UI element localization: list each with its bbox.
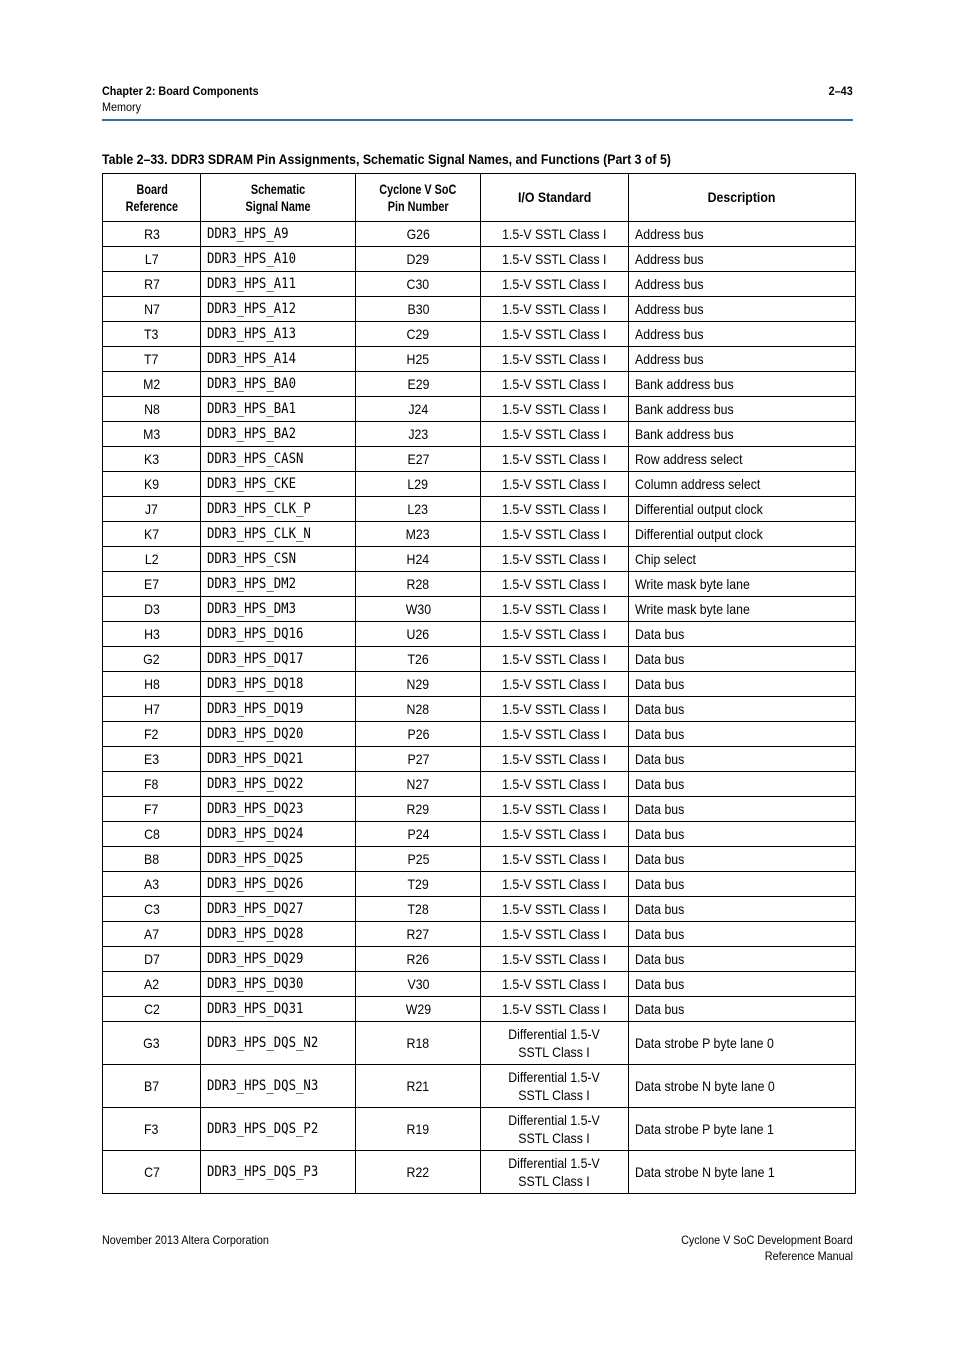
description-cell: Bank address bus bbox=[629, 372, 856, 397]
signal-name-cell: DDR3_HPS_CASN bbox=[201, 447, 356, 472]
table-row bbox=[103, 697, 856, 722]
io-standard-cell: 1.5-V SSTL Class I bbox=[481, 947, 629, 972]
io-standard-cell: 1.5-V SSTL Class I bbox=[481, 347, 629, 372]
table-row bbox=[103, 622, 856, 647]
pin-number-cell: R22 bbox=[356, 1151, 481, 1194]
pin-number-cell: J24 bbox=[356, 397, 481, 422]
board-reference-cell: D3 bbox=[103, 597, 201, 622]
signal-name-cell: DDR3_HPS_A10 bbox=[201, 247, 356, 272]
board-reference-cell: E3 bbox=[103, 747, 201, 772]
io-standard-cell: 1.5-V SSTL Class I bbox=[481, 547, 629, 572]
description-cell: Bank address bus bbox=[629, 397, 856, 422]
board-reference-cell: K3 bbox=[103, 447, 201, 472]
description-cell: Data bus bbox=[629, 947, 856, 972]
io-standard-cell: 1.5-V SSTL Class I bbox=[481, 472, 629, 497]
pin-number-cell: E27 bbox=[356, 447, 481, 472]
board-reference-cell: R3 bbox=[103, 222, 201, 247]
description-cell: Data bus bbox=[629, 922, 856, 947]
table-row bbox=[103, 947, 856, 972]
pin-assignment-table bbox=[102, 173, 856, 1194]
description-cell: Differential output clock bbox=[629, 497, 856, 522]
description-cell: Data bus bbox=[629, 972, 856, 997]
footer-doc-title: Cyclone V SoC Development Board bbox=[681, 1233, 853, 1247]
board-reference-cell: C3 bbox=[103, 897, 201, 922]
io-standard-cell: Differential 1.5-V SSTL Class I bbox=[481, 1151, 629, 1194]
pin-number-cell: D29 bbox=[356, 247, 481, 272]
table-row bbox=[103, 647, 856, 672]
pin-number-cell: R26 bbox=[356, 947, 481, 972]
board-reference-cell: R7 bbox=[103, 272, 201, 297]
page-number: 2–43 bbox=[828, 84, 853, 98]
io-standard-cell: 1.5-V SSTL Class I bbox=[481, 647, 629, 672]
table-row bbox=[103, 572, 856, 597]
board-reference-cell: F2 bbox=[103, 722, 201, 747]
signal-name-cell: DDR3_HPS_CLK_P bbox=[201, 497, 356, 522]
board-reference-cell: H3 bbox=[103, 622, 201, 647]
table-row bbox=[103, 1151, 856, 1194]
board-reference-cell: L7 bbox=[103, 247, 201, 272]
table-row bbox=[103, 747, 856, 772]
signal-name-cell: DDR3_HPS_BA1 bbox=[201, 397, 356, 422]
pin-number-cell: P25 bbox=[356, 847, 481, 872]
signal-name-cell: DDR3_HPS_CSN bbox=[201, 547, 356, 572]
io-standard-cell: Differential 1.5-V SSTL Class I bbox=[481, 1065, 629, 1108]
signal-name-cell: DDR3_HPS_DQ21 bbox=[201, 747, 356, 772]
pin-number-cell: R18 bbox=[356, 1022, 481, 1065]
pin-number-cell: P26 bbox=[356, 722, 481, 747]
signal-name-cell: DDR3_HPS_A12 bbox=[201, 297, 356, 322]
pin-number-cell: L29 bbox=[356, 472, 481, 497]
signal-name-cell: DDR3_HPS_DQ26 bbox=[201, 872, 356, 897]
io-standard-cell: 1.5-V SSTL Class I bbox=[481, 747, 629, 772]
table-row bbox=[103, 1065, 856, 1108]
table-row bbox=[103, 447, 856, 472]
description-cell: Data bus bbox=[629, 897, 856, 922]
description-cell: Data strobe P byte lane 0 bbox=[629, 1022, 856, 1065]
description-cell: Data bus bbox=[629, 747, 856, 772]
signal-name-cell: DDR3_HPS_BA2 bbox=[201, 422, 356, 447]
board-reference-cell: H7 bbox=[103, 697, 201, 722]
board-reference-cell: F7 bbox=[103, 797, 201, 822]
signal-name-cell: DDR3_HPS_A13 bbox=[201, 322, 356, 347]
io-standard-cell: 1.5-V SSTL Class I bbox=[481, 672, 629, 697]
io-standard-cell: 1.5-V SSTL Class I bbox=[481, 872, 629, 897]
table-caption: Table 2–33. DDR3 SDRAM Pin Assignments, Schematic Signal Names, and Functions (Part 3 of 5) bbox=[102, 151, 671, 167]
board-reference-cell: K7 bbox=[103, 522, 201, 547]
signal-name-cell: DDR3_HPS_DQS_N3 bbox=[201, 1065, 356, 1108]
table-row bbox=[103, 997, 856, 1022]
table-row bbox=[103, 372, 856, 397]
board-reference-cell: D7 bbox=[103, 947, 201, 972]
table-row bbox=[103, 722, 856, 747]
signal-name-cell: DDR3_HPS_A9 bbox=[201, 222, 356, 247]
board-reference-cell: N7 bbox=[103, 297, 201, 322]
io-standard-cell: 1.5-V SSTL Class I bbox=[481, 572, 629, 597]
pin-number-cell: N29 bbox=[356, 672, 481, 697]
pin-number-cell: T29 bbox=[356, 872, 481, 897]
pin-number-cell: L23 bbox=[356, 497, 481, 522]
table-row bbox=[103, 822, 856, 847]
description-cell: Address bus bbox=[629, 297, 856, 322]
table-row bbox=[103, 1022, 856, 1065]
signal-name-cell: DDR3_HPS_DQ27 bbox=[201, 897, 356, 922]
board-reference-cell: H8 bbox=[103, 672, 201, 697]
description-cell: Data bus bbox=[629, 822, 856, 847]
description-cell: Data strobe P byte lane 1 bbox=[629, 1108, 856, 1151]
pin-number-cell: P24 bbox=[356, 822, 481, 847]
footer-date-company: November 2013 Altera Corporation bbox=[102, 1233, 269, 1247]
pin-number-cell: W29 bbox=[356, 997, 481, 1022]
pin-number-cell: U26 bbox=[356, 622, 481, 647]
table-row bbox=[103, 472, 856, 497]
footer-doc-subtitle: Reference Manual bbox=[764, 1249, 853, 1263]
table-row bbox=[103, 597, 856, 622]
pin-number-cell: R19 bbox=[356, 1108, 481, 1151]
table-row bbox=[103, 1108, 856, 1151]
io-standard-cell: 1.5-V SSTL Class I bbox=[481, 972, 629, 997]
board-reference-cell: A2 bbox=[103, 972, 201, 997]
io-standard-cell: 1.5-V SSTL Class I bbox=[481, 597, 629, 622]
table-header-row bbox=[103, 174, 856, 222]
description-cell: Data strobe N byte lane 1 bbox=[629, 1151, 856, 1194]
description-cell: Data bus bbox=[629, 797, 856, 822]
description-cell: Data bus bbox=[629, 622, 856, 647]
description-cell: Address bus bbox=[629, 247, 856, 272]
board-reference-cell: T3 bbox=[103, 322, 201, 347]
io-standard-cell: 1.5-V SSTL Class I bbox=[481, 922, 629, 947]
table-row bbox=[103, 222, 856, 247]
signal-name-cell: DDR3_HPS_DQ16 bbox=[201, 622, 356, 647]
board-reference-cell: C8 bbox=[103, 822, 201, 847]
board-reference-cell: B7 bbox=[103, 1065, 201, 1108]
io-standard-cell: 1.5-V SSTL Class I bbox=[481, 422, 629, 447]
description-cell: Address bus bbox=[629, 322, 856, 347]
io-standard-cell: 1.5-V SSTL Class I bbox=[481, 522, 629, 547]
header-rule bbox=[102, 119, 853, 121]
signal-name-cell: DDR3_HPS_DQS_N2 bbox=[201, 1022, 356, 1065]
chapter-title: Chapter 2: Board Components bbox=[102, 84, 259, 98]
pin-number-cell: T28 bbox=[356, 897, 481, 922]
io-standard-cell: 1.5-V SSTL Class I bbox=[481, 772, 629, 797]
description-cell: Data bus bbox=[629, 647, 856, 672]
signal-name-cell: DDR3_HPS_DQ31 bbox=[201, 997, 356, 1022]
signal-name-cell: DDR3_HPS_DM2 bbox=[201, 572, 356, 597]
pin-number-cell: T26 bbox=[356, 647, 481, 672]
signal-name-cell: DDR3_HPS_DQ28 bbox=[201, 922, 356, 947]
table-body bbox=[103, 222, 856, 1194]
table-row bbox=[103, 772, 856, 797]
pin-number-cell: C30 bbox=[356, 272, 481, 297]
description-cell: Data strobe N byte lane 0 bbox=[629, 1065, 856, 1108]
io-standard-cell: Differential 1.5-V SSTL Class I bbox=[481, 1022, 629, 1065]
description-cell: Differential output clock bbox=[629, 522, 856, 547]
pin-number-cell: R21 bbox=[356, 1065, 481, 1108]
io-standard-cell: 1.5-V SSTL Class I bbox=[481, 897, 629, 922]
description-cell: Data bus bbox=[629, 672, 856, 697]
pin-number-cell: H24 bbox=[356, 547, 481, 572]
board-reference-cell: E7 bbox=[103, 572, 201, 597]
board-reference-cell: B8 bbox=[103, 847, 201, 872]
column-header-description: Description bbox=[629, 174, 856, 222]
pin-number-cell: N28 bbox=[356, 697, 481, 722]
io-standard-cell: 1.5-V SSTL Class I bbox=[481, 272, 629, 297]
description-cell: Write mask byte lane bbox=[629, 597, 856, 622]
table-row bbox=[103, 922, 856, 947]
signal-name-cell: DDR3_HPS_DQ24 bbox=[201, 822, 356, 847]
io-standard-cell: 1.5-V SSTL Class I bbox=[481, 997, 629, 1022]
table-row bbox=[103, 547, 856, 572]
signal-name-cell: DDR3_HPS_DQ22 bbox=[201, 772, 356, 797]
pin-number-cell: G26 bbox=[356, 222, 481, 247]
board-reference-cell: C2 bbox=[103, 997, 201, 1022]
io-standard-cell: 1.5-V SSTL Class I bbox=[481, 447, 629, 472]
board-reference-cell: F8 bbox=[103, 772, 201, 797]
description-cell: Row address select bbox=[629, 447, 856, 472]
io-standard-cell: 1.5-V SSTL Class I bbox=[481, 222, 629, 247]
signal-name-cell: DDR3_HPS_DQ20 bbox=[201, 722, 356, 747]
io-standard-cell: 1.5-V SSTL Class I bbox=[481, 397, 629, 422]
board-reference-cell: F3 bbox=[103, 1108, 201, 1151]
pin-number-cell: P27 bbox=[356, 747, 481, 772]
board-reference-cell: G3 bbox=[103, 1022, 201, 1065]
board-reference-cell: C7 bbox=[103, 1151, 201, 1194]
column-header-pin-number: Cyclone V SoC Pin Number bbox=[356, 174, 481, 222]
pin-number-cell: V30 bbox=[356, 972, 481, 997]
board-reference-cell: A7 bbox=[103, 922, 201, 947]
signal-name-cell: DDR3_HPS_CLK_N bbox=[201, 522, 356, 547]
column-header-board-reference: Board Reference bbox=[103, 174, 201, 222]
table-row bbox=[103, 297, 856, 322]
io-standard-cell: 1.5-V SSTL Class I bbox=[481, 372, 629, 397]
table-row bbox=[103, 872, 856, 897]
signal-name-cell: DDR3_HPS_DQ25 bbox=[201, 847, 356, 872]
io-standard-cell: 1.5-V SSTL Class I bbox=[481, 497, 629, 522]
table-row bbox=[103, 497, 856, 522]
table-row bbox=[103, 672, 856, 697]
description-cell: Data bus bbox=[629, 697, 856, 722]
description-cell: Address bus bbox=[629, 222, 856, 247]
pin-number-cell: R28 bbox=[356, 572, 481, 597]
description-cell: Data bus bbox=[629, 872, 856, 897]
description-cell: Address bus bbox=[629, 272, 856, 297]
pin-number-cell: C29 bbox=[356, 322, 481, 347]
board-reference-cell: G2 bbox=[103, 647, 201, 672]
board-reference-cell: M3 bbox=[103, 422, 201, 447]
signal-name-cell: DDR3_HPS_DQ23 bbox=[201, 797, 356, 822]
io-standard-cell: 1.5-V SSTL Class I bbox=[481, 722, 629, 747]
pin-number-cell: R29 bbox=[356, 797, 481, 822]
table-row bbox=[103, 347, 856, 372]
table-row bbox=[103, 247, 856, 272]
column-header-io-standard: I/O Standard bbox=[481, 174, 629, 222]
pin-number-cell: R27 bbox=[356, 922, 481, 947]
io-standard-cell: 1.5-V SSTL Class I bbox=[481, 247, 629, 272]
table-row bbox=[103, 322, 856, 347]
pin-number-cell: H25 bbox=[356, 347, 481, 372]
description-cell: Bank address bus bbox=[629, 422, 856, 447]
io-standard-cell: 1.5-V SSTL Class I bbox=[481, 697, 629, 722]
board-reference-cell: M2 bbox=[103, 372, 201, 397]
signal-name-cell: DDR3_HPS_DQ18 bbox=[201, 672, 356, 697]
description-cell: Column address select bbox=[629, 472, 856, 497]
pin-number-cell: W30 bbox=[356, 597, 481, 622]
description-cell: Data bus bbox=[629, 722, 856, 747]
pin-number-cell: M23 bbox=[356, 522, 481, 547]
signal-name-cell: DDR3_HPS_BA0 bbox=[201, 372, 356, 397]
board-reference-cell: A3 bbox=[103, 872, 201, 897]
signal-name-cell: DDR3_HPS_DM3 bbox=[201, 597, 356, 622]
io-standard-cell: 1.5-V SSTL Class I bbox=[481, 622, 629, 647]
signal-name-cell: DDR3_HPS_DQ30 bbox=[201, 972, 356, 997]
signal-name-cell: DDR3_HPS_DQ17 bbox=[201, 647, 356, 672]
io-standard-cell: 1.5-V SSTL Class I bbox=[481, 822, 629, 847]
description-cell: Data bus bbox=[629, 997, 856, 1022]
table-row bbox=[103, 522, 856, 547]
board-reference-cell: K9 bbox=[103, 472, 201, 497]
description-cell: Address bus bbox=[629, 347, 856, 372]
table-row bbox=[103, 397, 856, 422]
pin-number-cell: B30 bbox=[356, 297, 481, 322]
signal-name-cell: DDR3_HPS_DQ19 bbox=[201, 697, 356, 722]
table-row bbox=[103, 972, 856, 997]
description-cell: Data bus bbox=[629, 847, 856, 872]
io-standard-cell: 1.5-V SSTL Class I bbox=[481, 847, 629, 872]
description-cell: Data bus bbox=[629, 772, 856, 797]
column-header-signal-name: Schematic Signal Name bbox=[201, 174, 356, 222]
io-standard-cell: 1.5-V SSTL Class I bbox=[481, 797, 629, 822]
io-standard-cell: 1.5-V SSTL Class I bbox=[481, 322, 629, 347]
table-row bbox=[103, 897, 856, 922]
signal-name-cell: DDR3_HPS_DQS_P3 bbox=[201, 1151, 356, 1194]
signal-name-cell: DDR3_HPS_A14 bbox=[201, 347, 356, 372]
table-row bbox=[103, 847, 856, 872]
board-reference-cell: L2 bbox=[103, 547, 201, 572]
description-cell: Chip select bbox=[629, 547, 856, 572]
board-reference-cell: J7 bbox=[103, 497, 201, 522]
pin-number-cell: N27 bbox=[356, 772, 481, 797]
board-reference-cell: N8 bbox=[103, 397, 201, 422]
io-standard-cell: Differential 1.5-V SSTL Class I bbox=[481, 1108, 629, 1151]
signal-name-cell: DDR3_HPS_A11 bbox=[201, 272, 356, 297]
signal-name-cell: DDR3_HPS_CKE bbox=[201, 472, 356, 497]
table-row bbox=[103, 272, 856, 297]
signal-name-cell: DDR3_HPS_DQS_P2 bbox=[201, 1108, 356, 1151]
board-reference-cell: T7 bbox=[103, 347, 201, 372]
section-title: Memory bbox=[102, 100, 142, 114]
table-row bbox=[103, 422, 856, 447]
pin-number-cell: J23 bbox=[356, 422, 481, 447]
pin-number-cell: E29 bbox=[356, 372, 481, 397]
io-standard-cell: 1.5-V SSTL Class I bbox=[481, 297, 629, 322]
signal-name-cell: DDR3_HPS_DQ29 bbox=[201, 947, 356, 972]
description-cell: Write mask byte lane bbox=[629, 572, 856, 597]
table-row bbox=[103, 797, 856, 822]
